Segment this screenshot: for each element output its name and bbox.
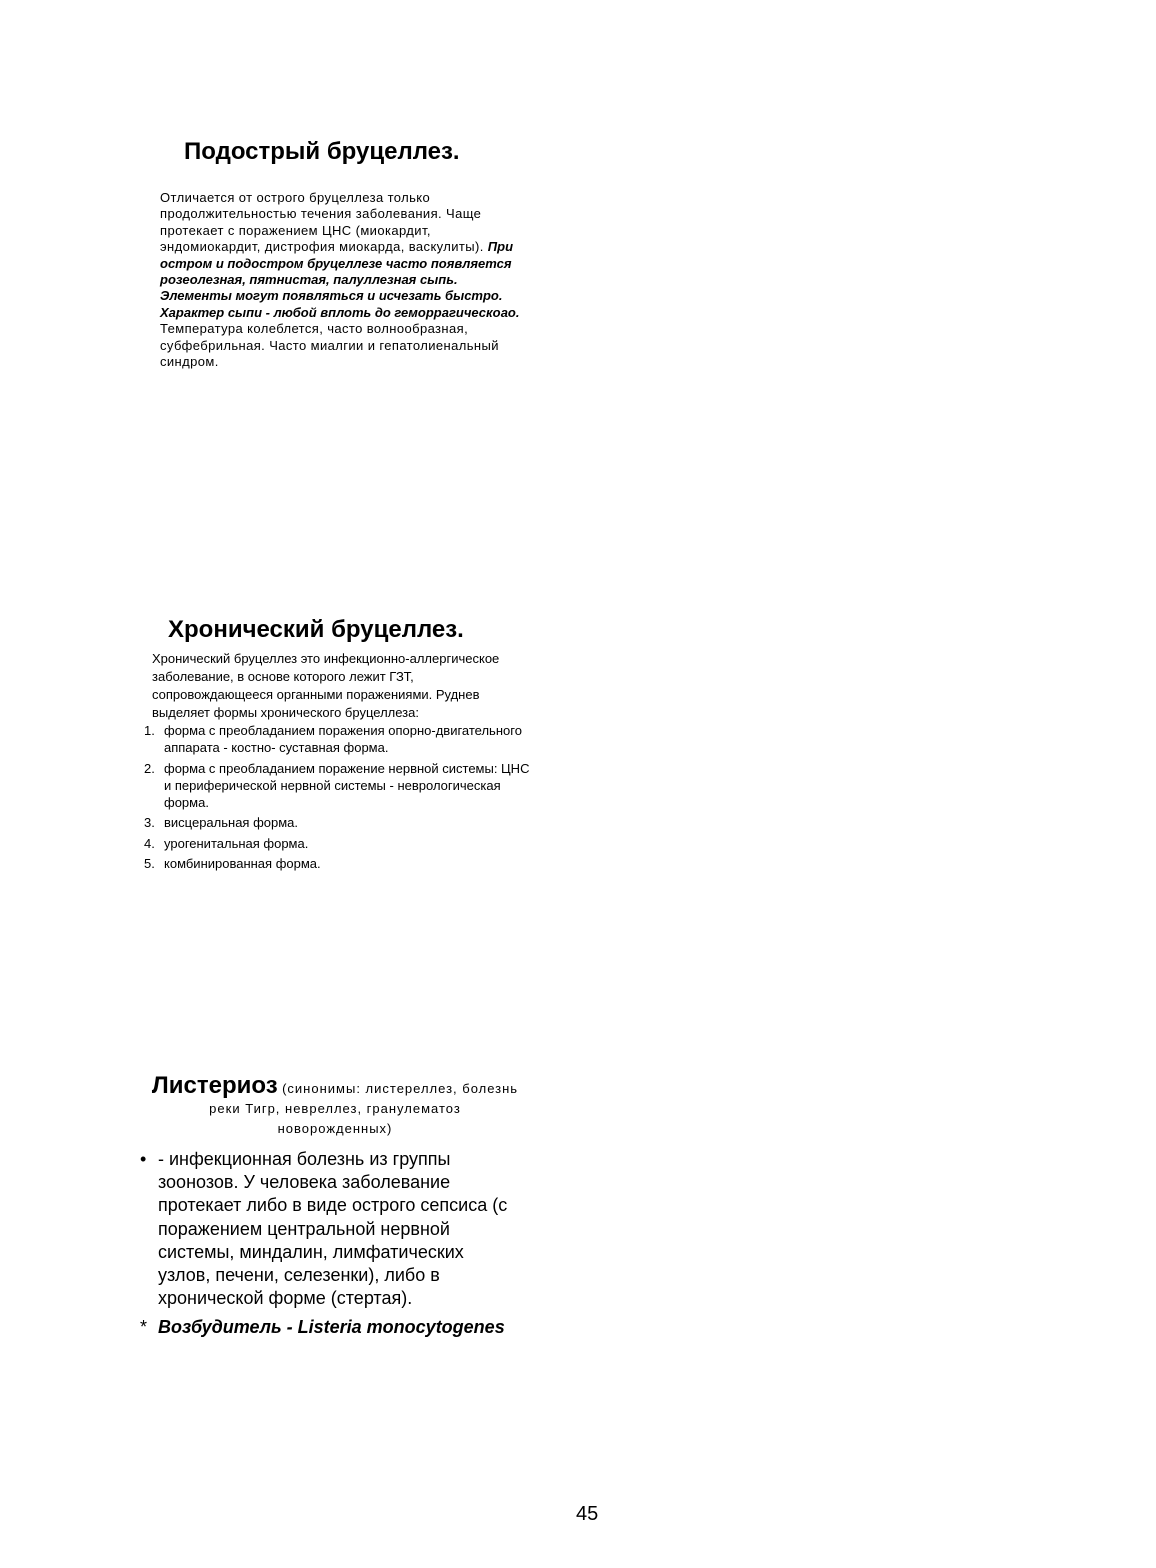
list-number: 5.	[144, 856, 155, 871]
list-number: 1.	[144, 723, 155, 738]
list-item-text: урогенитальная форма.	[164, 835, 309, 851]
list-item	[144, 855, 534, 872]
pathogen-text: Возбудитель - Listeria monocytogenes	[158, 1317, 505, 1338]
section-title-subacute-brucellosis: Подострый бруцеллез.	[184, 138, 460, 165]
section-heading-listeriosis	[150, 1072, 520, 1139]
list-item	[144, 760, 534, 811]
bullet-marker: •	[140, 1149, 147, 1169]
list-item-text: форма с преобладанием поражения опорно-двигательного аппарата - костно- суставная форма.	[164, 723, 522, 755]
body-text: Температура колеблется, часто волнообразная, субфебрильная. Часто миалгии и гепатолиенальный синдром.	[160, 321, 499, 370]
body-text-emphasis: При остром и подостром бруцеллезе часто появляется розеолезная, пятнистая, палуллезная сыпь. Элементы могут появляться и исчезать быстро. Характер сыпи - любой вплоть до геморрагическоао.	[160, 239, 520, 320]
page-number: 45	[576, 1503, 599, 1525]
section-body-subacute	[160, 190, 520, 370]
list-item	[140, 1148, 520, 1310]
list-item-text: комбинированная форма.	[164, 856, 321, 871]
bullet-text: - инфекционная болезнь из группы зоонозов. У человека заболевание протекает либо в виде острого сепсиса (с поражением центральной нервной системы, миндалин, лимфатических узлов, печени, селезенки), либо в хронической форме (стертая).	[158, 1149, 508, 1309]
list-number: 2.	[144, 760, 155, 776]
list-item	[144, 722, 534, 756]
list-item	[144, 814, 534, 831]
section-intro-chronic: Хронический бруцеллез это инфекционно-аллергическое заболевание, в основе которого лежит ГЗТ, сопровождающееся органными поражениями. Руднев выделяет формы хронического бруцеллеза:	[152, 651, 500, 720]
list-number: 4.	[144, 835, 155, 851]
asterisk-marker: *	[140, 1317, 148, 1338]
listeriosis-bullets	[140, 1148, 520, 1346]
synonyms-text: (синонимы: листереллез, болезнь реки Тигр, невреллез, гранулематоз новорожденных)	[209, 1081, 519, 1136]
list-item-text: висцеральная форма.	[164, 815, 299, 830]
section-title-chronic-brucellosis: Хронический бруцеллез.	[168, 616, 464, 643]
list-item-text: форма с преобладанием поражение нервной системы: ЦНС и периферической нервной системы - неврологическая форма.	[164, 760, 530, 810]
list-item	[140, 1316, 520, 1339]
list-number: 3.	[144, 815, 155, 830]
section-title-listeriosis: Листериоз	[151, 1072, 278, 1099]
list-item	[144, 835, 534, 852]
forms-list	[144, 722, 534, 876]
body-text: Отличается от острого бруцеллеза только продолжительностью течения заболевания. Чаще протекает с поражением ЦНС (миокардит, эндомиокардит, дистрофия миокарда, васкулиты).	[160, 190, 484, 255]
